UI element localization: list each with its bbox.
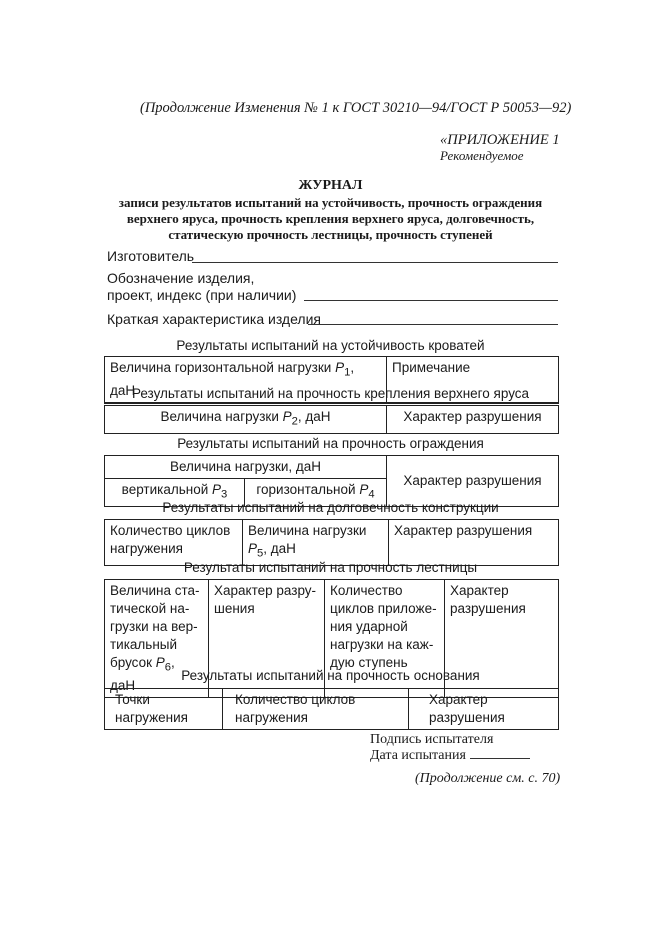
journal-subtitle-line3: статическую прочность лестницы, прочность ступеней xyxy=(168,227,493,242)
test-date-line xyxy=(470,748,530,759)
ladder-failure-header-1: Характер разру- шения xyxy=(209,580,325,698)
manufacturer-line xyxy=(192,262,558,263)
designation-line xyxy=(304,300,558,301)
base-cycles-header: Количество циклов нагружения xyxy=(223,689,409,730)
upper-tier-section-title: Результаты испытаний на прочность крепления верхнего яруса xyxy=(131,386,530,401)
test-date-field: Дата испытания xyxy=(370,748,530,764)
durability-cycles-header: Количество циклов нагружения xyxy=(105,520,243,566)
stability-note-header: Примечание xyxy=(387,357,559,403)
journal-subtitle-line1: записи результатов испытаний на устойчивость, прочность ограждения xyxy=(118,195,543,210)
stability-section-title: Результаты испытаний на устойчивость кроватей xyxy=(176,338,485,353)
journal-title: ЖУРНАЛ xyxy=(298,178,363,193)
durability-failure-header: Характер разрушения xyxy=(389,520,559,566)
continued-note: (Продолжение см. с. 70) xyxy=(415,771,561,786)
appendix-label: «ПРИЛОЖЕНИЕ 1 xyxy=(440,132,560,148)
durability-section-title: Результаты испытаний на долговечность конструкции xyxy=(162,500,499,515)
base-points-header: Точки нагружения xyxy=(105,689,223,730)
ladder-failure-header-2: Характер разрушения xyxy=(445,580,559,698)
ladder-impact-cycles-header: Количество циклов приложе- ния ударной нагрузки на каж- дую ступень xyxy=(325,580,445,698)
guard-load-header: Величина нагрузки, даН xyxy=(105,456,387,479)
base-failure-header: Характер разрушения xyxy=(409,689,559,730)
stability-load-header: Величина горизонтальной нагрузки $P_1$, даН xyxy=(105,357,387,403)
continuation-note: (Продолжение Изменения № 1 к ГОСТ 30210—94/ГОСТ Р 50053—92) xyxy=(140,100,572,116)
upper-tier-table xyxy=(104,405,559,434)
durability-load-header: Величина нагрузки $P_5$, даН xyxy=(243,520,389,566)
durability-table xyxy=(104,519,559,566)
ladder-static-load-header: Величина ста- тической на- грузки на вер- тикальный брусок $P_6$, даН xyxy=(105,580,209,698)
upper-tier-load-header: Величина нагрузки $P_2$, даН xyxy=(105,406,387,434)
journal-subtitle-line2: верхнего яруса, прочность крепления верхнего яруса, долговечность, xyxy=(126,211,535,226)
guard-table xyxy=(104,455,559,507)
signature-label: Подпись испытателя xyxy=(370,732,494,747)
guard-vertical-header: вертикальной $P_3$ xyxy=(105,479,245,507)
guard-section-title: Результаты испытаний на прочность ограждения xyxy=(177,436,484,451)
designation-label-1: Обозначение изделия, xyxy=(107,270,255,286)
manufacturer-label: Изготовитель xyxy=(107,248,195,264)
designation-label-2: проект, индекс (при наличии) xyxy=(107,287,297,303)
guard-failure-header: Характер разрушения xyxy=(387,456,559,507)
base-section-title: Результаты испытаний на прочность основания xyxy=(181,668,480,683)
guard-horizontal-header: горизонтальной $P_4$ xyxy=(245,479,387,507)
base-table xyxy=(104,688,559,730)
short-desc-label: Краткая характеристика изделия xyxy=(107,311,321,327)
recommended-label: Рекомендуемое xyxy=(440,148,524,163)
ladder-section-title: Результаты испытаний на прочность лестницы xyxy=(183,560,478,575)
upper-tier-failure-header: Характер разрушения xyxy=(387,406,559,434)
short-desc-line xyxy=(308,324,558,325)
